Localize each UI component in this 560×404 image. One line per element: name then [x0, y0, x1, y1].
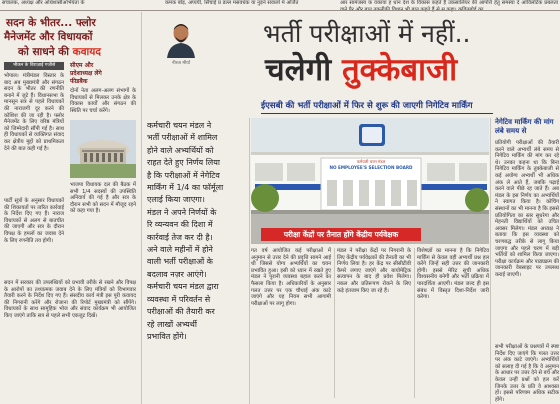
left-bottom-text: सदन में सरकार की उपलब्धियों को प्रभावी तरीके से रखने और विपक्ष के आरोपों का तथ्यात्मक जवाब देने के लिए मंत्रियों को विभागवार तैयारी करने के निर्देश दिए गए हैं। संसदीय कार्य मंत्री इस पूरी कवायद की निगरानी करेंगे और रोजाना की रिपोर्ट मुख्यमंत्री को सौंपेंगे। विधायकों के साथ सामूहिक भोज और संवाद कार्यक्रम भी आयोजित किए जाएंगे ताकि सत्र से पहले सभी एकजुट दिखें।: [4, 280, 136, 319]
left-headline-plain: को साधने की: [18, 46, 73, 58]
left-sub-heading: सीएम और प्रदेशाध्यक्ष लेंगे फीडबैक: [70, 62, 102, 85]
main-title-line1: भर्ती परीक्षाओं में नहीं..: [263, 19, 471, 48]
main-col-c: विशेषज्ञों का मानना है कि निगेटिव मार्किंग से केवल वही अभ्यर्थी प्रश्न हल करेंगे जिन्हें सही उत्तर की जानकारी होगी। इससे मेरिट सूची अधिक विश्वसनीय बनेगी और भर्ती प्रक्रिया में पारदर्शिता आएगी। मंडल जल्द ही इस संबंध में विस्तृत दिशा-निर्देश जारी करेगा।: [417, 248, 489, 301]
main-title-line2: [265, 52, 457, 88]
top-strip-right: आर सामंजस्य क वकाया ह धान देश के विकास कहते हैं उकसालियर की आपत्ति हेतु समस्या दे आंविलटिक प्रबलता: [340, 0, 558, 6]
top-strip-left: सचालक, अध्यक्ष और अधिशासीअभियंता के: [2, 0, 85, 6]
main-deck: ईएसबी की भर्ती परीक्षाओं में फिर से शुरू की जाएगी निगेटिव मार्किंग: [261, 101, 473, 111]
right-sidebar: [493, 118, 560, 404]
assembly-photo: [70, 120, 136, 178]
photo-sign-main: NO EMPLOYEE'S SELECTION BOARD: [329, 165, 413, 170]
left-callout: भाजपा विधायक दल की बैठक में सभी 1/4 सदस्यों की उपस्थिति अनिवार्य की गई है और सत्र के दौरान सभी को सदन में मौजूद रहने को कहा गया है।: [70, 182, 136, 215]
left-body-col1b: पार्टी सूत्रों के अनुसार विधायकों की शिकायतों पर त्वरित कार्रवाई के निर्देश दिए गए हैं। नाराज विधायकों से अलग से बातचीत की जाएगी और सत्र के दौरान विपक्ष के हमलों का जवाब देने के लिए रणनीति तय होगी।: [4, 198, 64, 244]
right-body-2: सभी परीक्षाओं के प्रश्नपत्रों में स्पष्ट निर्देश दिए जाएंगे कि गलत उत्तर पर अंक काटे जाएंगे। अभ्यर्थियों को सलाह दी गई है कि वे अनुमान के आधार पर उत्तर देने से बचें और केवल उन्हीं प्रश्नों को हल करें जिनके उत्तर के प्रति वे आश्वस्त हों। इससे परिणाम अधिक सटीक होंगे।: [495, 344, 559, 403]
left-body-col1: भोपाल। मंत्रीमंडल विस्तार के बाद अब मुख्यमंत्री और संगठन सदन के भीतर की रणनीति बनाने में जुटे हैं। विधानसभा के मानसून सत्र से पहले विधायकों की नाराजगी दूर करने की कोशिश की जा रही है। फ्लोर मैनेजमेंट के लिए वरिष्ठ मंत्रियों को जिम्मेदारी सौंपी गई है। साथ ही विधायकों से व्यक्तिगत संवाद कर क्षेत्रीय मुद्दों को प्राथमिकता देने की बात कही गई है।: [4, 73, 64, 152]
main-title-plain: चलेगी: [265, 52, 342, 88]
main-intro: कर्मचारी चयन मंडल ने भर्ती परीक्षाओं में शामिल होने वाले अभ्यर्थियों को राहत देते हुए निर्णय लिया है कि परीक्षाओं में नेगेटिव मार्किंग में 1/4 का फॉर्मूला एलाई किया जाएगा। मंडल ने अपने निर्णयों के रि व्यन्यवन की दिशा में कार्रवाई तेज कर दी है। अने वाले महीनों में होने वाली भर्ती परीक्षाओं के बदलाव नज़र आएंगे। कर्मचारी चयन मंडल द्वारा व्यवस्था में परिवर्तन से परीक्षाओं की तैयारी कर रहे लाखों अभ्यर्थी प्रभावित होंगे।: [147, 121, 224, 341]
right-heading: नेगेटिव मार्किंग की मांग लंबे समय से: [495, 118, 554, 135]
left-story: [0, 12, 140, 404]
left-headline-accent: कवायद: [72, 46, 101, 58]
left-headline-line3: [18, 45, 101, 59]
main-col-a: गत वर्ष आयोजित कई परीक्षाओं में अनुमान से उत्तर देने की प्रवृत्ति सामने आई थी जिससे योग्य अभ्यर्थियों का चयन प्रभावित हुआ। इसी को ध्यान में रखते हुए मंडल ने पुरानी व्यवस्था बहाल करने का फैसला किया है। अधिकारियों के अनुसार गलत उत्तर पर एक चौथाई अंक काटे जाएंगे और यह नियम सभी आगामी परीक्षाओं पर लागू होगा।: [251, 248, 331, 307]
photo-sign-small: कर्मचारी चयन मंडल: [356, 159, 386, 164]
photo-caption: परीक्षा केंद्रों पर तैनात होंगे केंद्रीय पर्यवेक्षक: [261, 228, 421, 241]
reporter-avatar: [165, 18, 197, 58]
reporter-name: नीरज मौर्या: [172, 61, 190, 66]
left-headline-line1: सदन के भीतर... फ्लोर: [6, 17, 96, 29]
main-col-b: मंडल ने परीक्षा केंद्रों पर निगरानी के लिए केंद्रीय पर्यवेक्षकों की तैनाती का भी निर्णय लिया है। हर केंद्र पर सीसीटीवी कैमरे लगाए जाएंगे और बायोमेट्रिक सत्यापन के बाद ही प्रवेश मिलेगा। नकल और प्रतिरूपण रोकने के लिए कड़े इंतजाम किए जा रहे हैं।: [337, 248, 411, 294]
left-sub-body: दोनों नेता अलग-अलग संभागों के विधायकों से मिलकर उनके क्षेत्र के विकास कार्यों और संगठन की स्थिति पर चर्चा करेंगे।: [70, 88, 136, 114]
main-title-accent: तुक्केबाजी: [341, 52, 458, 88]
esb-building-photo: [251, 118, 489, 244]
byline-box: भीकन के विराज़ाई गजीसे: [4, 62, 64, 70]
top-strip-middle: कमक बोड़, अप्ययी, सिंचाई प्र डल्ल मसवर्धक या नुड़ने सवालो में अर्जित: [165, 0, 299, 6]
left-headline-line2: मैनेजमेंट और विधायकों: [4, 31, 93, 43]
right-body: प्रतियोगी परीक्षाओं की तैयारी करने वाले अभ्यर्थी लंबे समय से निगेटिव मार्किंग की मांग कर रहे थे। उनका कहना था कि बिना निगेटिव मार्किंग के तुक्केबाजी से कई अयोग्य अभ्यर्थी भी अधिक अंक ले आते हैं, जबकि पढ़ाई करने वाले पीछे रह जाते हैं। अब मंडल के इस निर्णय का अभ्यर्थियों ने स्वागत किया है। कोचिंग संस्थानों का भी मानना है कि इससे प्रतियोगिता का स्तर सुधरेगा और मेहनती विद्यार्थियों को उचित अवसर मिलेगा। मंडल अध्यक्ष ने बताया कि इस व्यवस्था को चरणबद्ध तरीके से लागू किया जाएगा और पहले चरण में बड़ी भर्तियों को शामिल किया जाएगा। परीक्षा कार्यक्रम और पाठ्यक्रम की जानकारी वेबसाइट पर उपलब्ध कराई जाएगी।: [495, 140, 559, 278]
